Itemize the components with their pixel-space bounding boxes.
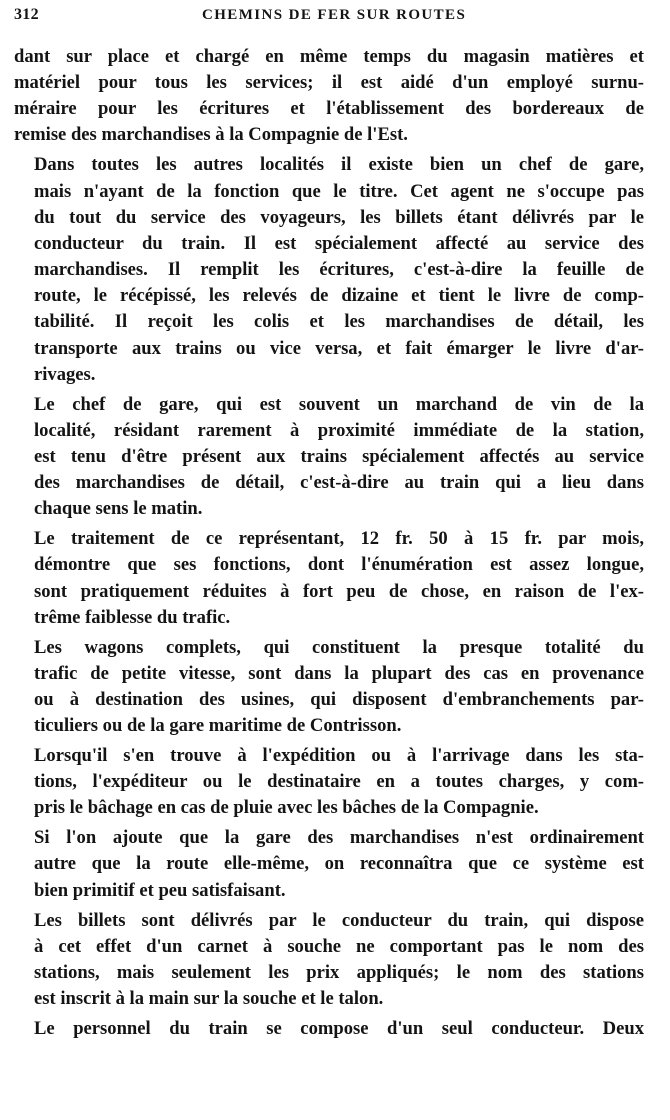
text-line: trafic de petite vitesse, sont dans la plupart des cas en provenance [34,662,644,684]
paragraph [14,635,644,740]
text-line: tabilité. Il reçoit les colis et les marchandises de détail, les [34,311,644,333]
body-text [14,44,644,1046]
paragraph [14,1016,644,1042]
text-line: marchandises. Il remplit les écritures, c'est-à-dire la feuille de [34,259,644,281]
text-line: Si l'on ajoute que la gare des marchandises n'est ordinairement [34,827,644,849]
text-line: est tenu d'être présent aux trains spécialement affectés au service [34,445,644,467]
text-line: Dans toutes les autres localités il existe bien un chef de gare, [34,154,644,176]
text-line: du tout du service des voyageurs, les billets étant délivrés par le [34,206,644,228]
paragraph [14,392,644,523]
text-line: Les wagons complets, qui constituent la presque totalité du [34,636,644,658]
paragraph [14,908,644,1013]
text-line: ou à destination des usines, qui disposent d'embranchements par- [34,688,644,710]
text-line: bien primitif et peu satisfaisant. [34,879,286,901]
text-line: Le chef de gare, qui est souvent un marchand de vin de la [34,393,644,415]
text-line: à cet effet d'un carnet à souche ne comportant pas le nom des [34,935,644,957]
text-line: sont pratiquement réduites à fort peu de chose, en raison de l'ex- [34,580,644,602]
text-line: ticuliers ou de la gare maritime de Contrisson. [34,715,402,737]
text-line: transporte aux trains ou vice versa, et fait émarger le livre d'ar- [34,337,644,359]
page-number: 312 [14,6,39,23]
text-line: Le traitement de ce représentant, 12 fr. 50 à 15 fr. par mois, [34,528,644,550]
paragraph [14,526,644,631]
text-line: matériel pour tous les services; il est aidé d'un employé surnu- [14,72,644,94]
paragraph [14,743,644,821]
text-line: chaque sens le matin. [34,498,203,520]
text-line: remise des marchandises à la Compagnie de l'Est. [14,124,408,146]
text-line: route, le récépissé, les relevés de dizaine et tient le livre de comp- [34,285,644,307]
page-header [14,6,644,32]
text-line: stations, mais seulement les prix appliqués; le nom des stations [34,961,644,983]
text-line: dant sur place et chargé en même temps du magasin matières et [14,46,644,67]
text-line: rivages. [34,363,96,385]
text-line: localité, résidant rarement à proximité immédiate de la station, [34,419,644,441]
text-line: pris le bâchage en cas de pluie avec les bâches de la Compagnie. [34,797,539,819]
text-line: conducteur du train. Il est spécialement affecté au service des [34,232,644,254]
text-line: Les billets sont délivrés par le conducteur du train, qui dispose [34,909,644,931]
text-line: autre que la route elle-même, on reconnaîtra que ce système est [34,853,644,875]
text-line: trême faiblesse du trafic. [34,606,231,628]
text-line: Le personnel du train se compose d'un seul conducteur. Deux [34,1018,644,1039]
text-line: mais n'ayant de la fonction que le titre. Cet agent ne s'occupe pas [34,180,644,202]
text-line: est inscrit à la main sur la souche et le talon. [34,988,384,1010]
text-line: Lorsqu'il s'en trouve à l'expédition ou à l'arrivage dans les sta- [34,745,644,767]
paragraph [14,44,644,149]
text-line: démontre que ses fonctions, dont l'énumération est assez longue, [34,554,644,576]
text-line: tions, l'expéditeur ou le destinataire en a toutes charges, y com- [34,771,644,793]
text-line: des marchandises de détail, c'est-à-dire au train qui a lieu dans [34,472,644,494]
paragraph [14,825,644,903]
text-line: méraire pour les écritures et l'établissement des bordereaux de [14,98,644,120]
running-title: CHEMINS DE FER SUR ROUTES [202,7,467,23]
book-page [14,6,644,1039]
paragraph [14,152,644,387]
